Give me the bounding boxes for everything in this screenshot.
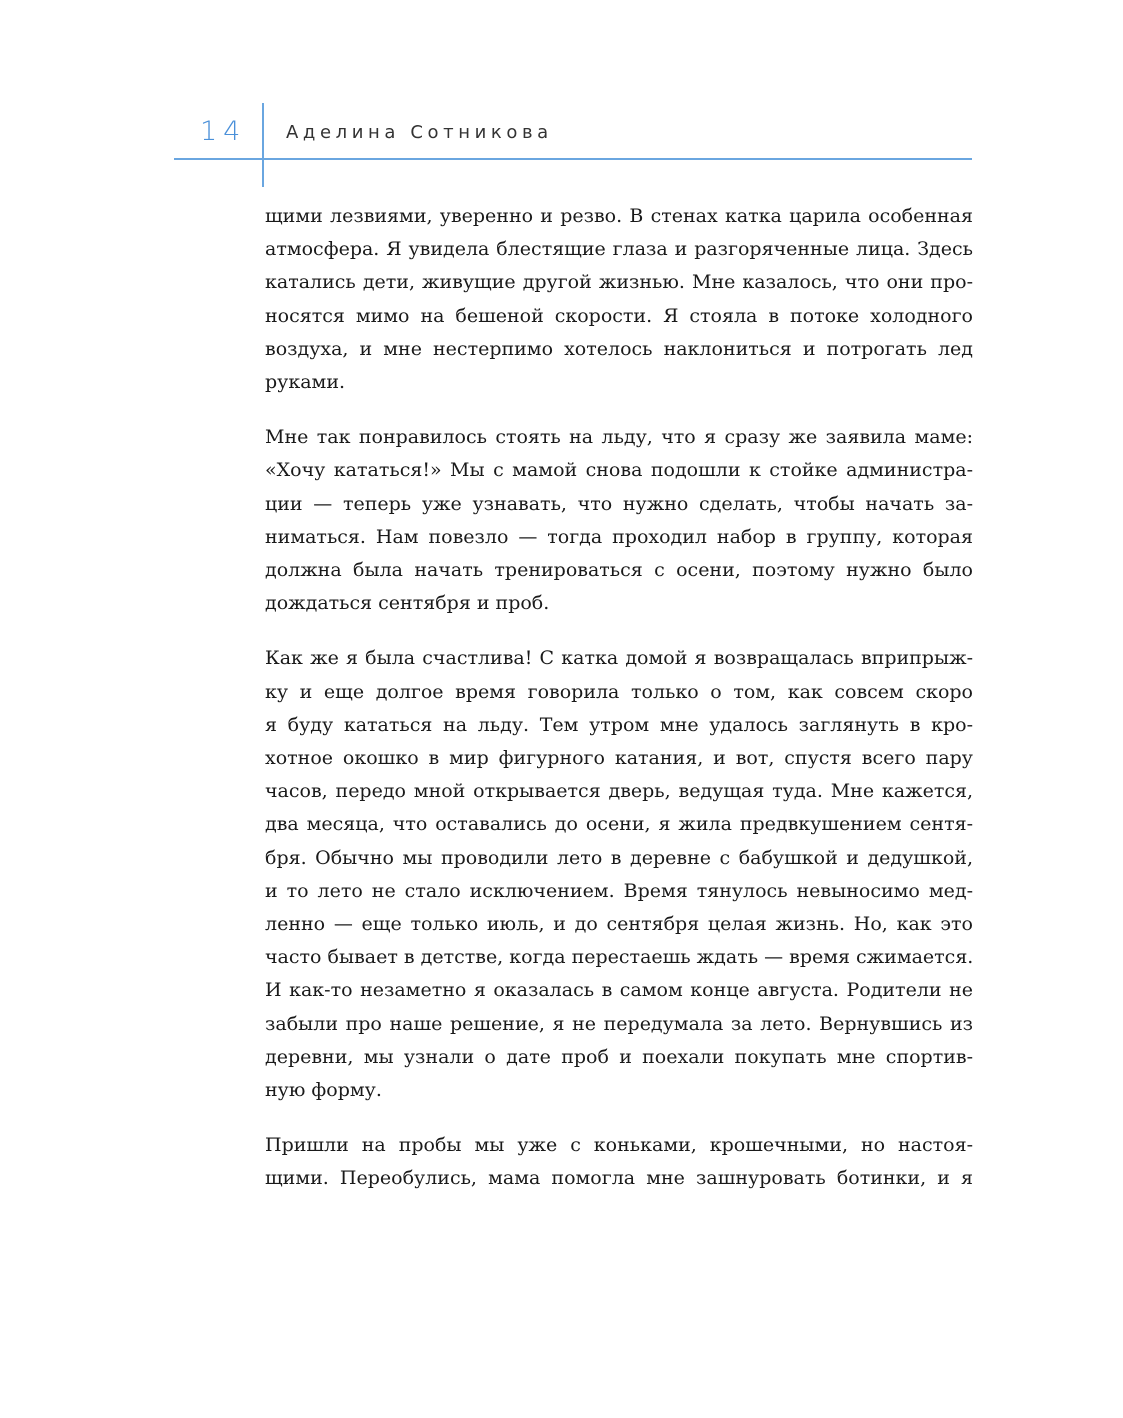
text-line: ку и еще долгое время говорила только о том, как совсем скоро: [265, 680, 973, 703]
text-line: Пришли на пробы мы уже с коньками, крошечными, но настоя-: [265, 1134, 973, 1157]
text-line: ную форму.: [265, 1079, 382, 1102]
text-line: щими. Переобулись, мама помогла мне зашнуровать ботинки, и я: [265, 1167, 973, 1190]
text-line: атмосфера. Я увидела блестящие глаза и разгоряченные лица. Здесь: [265, 238, 973, 261]
paragraph: [265, 421, 973, 620]
text-line: забыли про наше решение, я не передумала за лето. Вернувшись из: [265, 1012, 973, 1035]
text-line: я буду кататься на льду. Тем утром мне удалось заглянуть в кро-: [265, 713, 973, 736]
text-line: катались дети, живущие другой жизнью. Мне казалось, что они про-: [265, 271, 973, 294]
text-line: воздуха, и мне нестерпимо хотелось наклониться и потрогать лед: [265, 337, 973, 360]
header-vertical-rule: [262, 103, 264, 187]
paragraph: [265, 1129, 973, 1195]
text-line: И как-то незаметно я оказалась в самом конце августа. Родители не: [265, 979, 973, 1002]
text-line: два месяца, что оставались до осени, я жила предвкушением сентя-: [265, 813, 973, 836]
body-text: [265, 200, 973, 1218]
text-line: ции — теперь уже узнавать, что нужно сделать, чтобы начать за-: [265, 492, 973, 515]
text-line: носятся мимо на бешеной скорости. Я стояла в потоке холодного: [265, 304, 973, 327]
page-number: 14: [200, 116, 247, 147]
running-head-author: Аделина Сотникова: [286, 122, 553, 143]
paragraph: [265, 642, 973, 1107]
text-line: щими лезвиями, уверенно и резво. В стенах катка царила особенная: [265, 205, 973, 227]
text-line: деревни, мы узнали о дате проб и поехали покупать мне спортив-: [265, 1045, 973, 1068]
text-line: бря. Обычно мы проводили лето в деревне с бабушкой и дедушкой,: [265, 846, 973, 869]
text-line: дождаться сентября и проб.: [265, 592, 550, 615]
text-line: должна была начать тренироваться с осени, поэтому нужно было: [265, 559, 973, 582]
text-line: часто бывает в детстве, когда перестаешь ждать — время сжимается.: [265, 946, 974, 969]
text-line: Мне так понравилось стоять на льду, что я сразу же заявила маме:: [265, 426, 973, 449]
text-line: и то лето не стало исключением. Время тянулось невыносимо мед-: [265, 879, 973, 902]
text-line: ленно — еще только июль, и до сентября целая жизнь. Но, как это: [265, 913, 973, 936]
text-line: часов, передо мной открывается дверь, ведущая туда. Мне кажется,: [265, 780, 973, 803]
text-line: хотное окошко в мир фигурного катания, и вот, спустя всего пару: [265, 747, 973, 770]
text-line: Как же я была счастлива! С катка домой я возвращалась вприпрыж-: [265, 647, 973, 670]
text-line: ниматься. Нам повезло — тогда проходил набор в группу, которая: [265, 525, 973, 548]
header-horizontal-rule: [174, 158, 972, 160]
text-line: руками.: [265, 371, 346, 394]
text-line: «Хочу кататься!» Мы с мамой снова подошли к стойке администра-: [265, 459, 973, 482]
paragraph: [265, 200, 973, 399]
